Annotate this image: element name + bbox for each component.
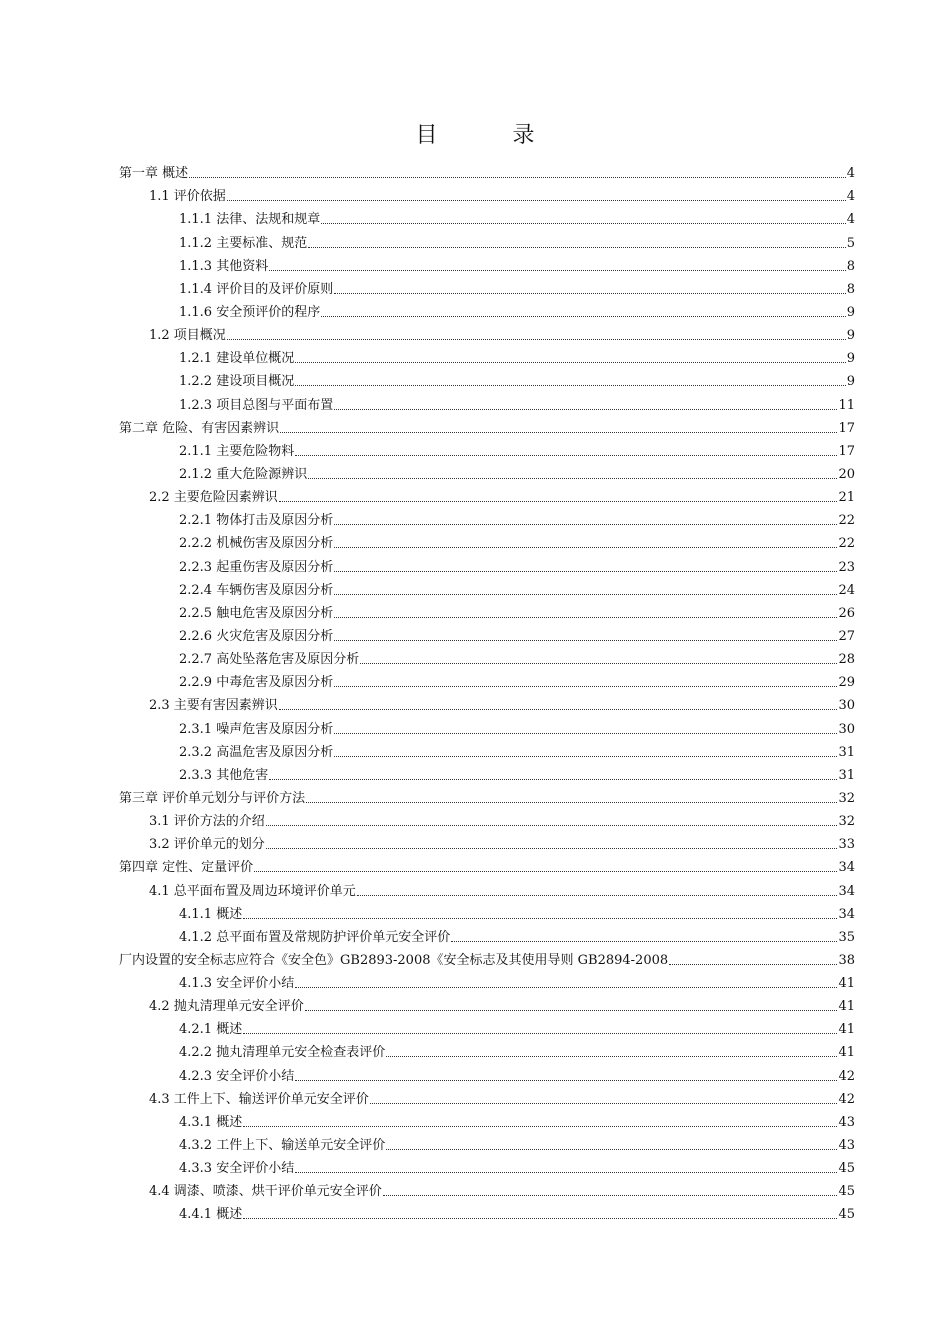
toc-entry-label: 1.1.1 法律、法规和规章 xyxy=(179,212,321,228)
toc-leader-dots xyxy=(295,362,846,363)
toc-leader-dots xyxy=(383,1195,838,1196)
toc-entry[interactable] xyxy=(119,1039,855,1062)
toc-entry-page: 22 xyxy=(838,536,855,552)
toc-entry-page: 4 xyxy=(846,166,855,182)
toc-entry[interactable] xyxy=(119,669,855,692)
toc-entry-page: 30 xyxy=(838,721,855,737)
toc-entry-label: 1.1.2 主要标准、规范 xyxy=(179,235,308,251)
toc-entry-label: 4.4 调漆、喷漆、烘干评价单元安全评价 xyxy=(149,1184,382,1200)
toc-entry[interactable] xyxy=(119,785,855,808)
toc-entry-page: 33 xyxy=(838,837,855,853)
toc-entry-label: 2.2.7 高处坠落危害及原因分析 xyxy=(179,652,360,668)
toc-leader-dots xyxy=(295,1172,837,1173)
toc-entry[interactable] xyxy=(119,345,855,368)
toc-entry[interactable] xyxy=(119,901,855,924)
toc-leader-dots xyxy=(334,571,837,572)
toc-entry-page: 38 xyxy=(838,952,855,968)
toc-entry[interactable] xyxy=(119,970,855,993)
toc-leader-dots xyxy=(243,1218,837,1219)
toc-entry[interactable] xyxy=(119,507,855,530)
toc-leader-dots xyxy=(357,895,838,896)
toc-entry-label: 第二章 危险、有害因素辨识 xyxy=(119,420,280,436)
toc-entry[interactable] xyxy=(119,1178,855,1201)
toc-entry[interactable] xyxy=(119,461,855,484)
toc-leader-dots xyxy=(370,1103,838,1104)
toc-entry[interactable] xyxy=(119,322,855,345)
toc-entry-label: 1.2.2 建设项目概况 xyxy=(179,374,295,390)
toc-entry[interactable] xyxy=(119,415,855,438)
toc-entry-label: 2.2.9 中毒危害及原因分析 xyxy=(179,675,334,691)
toc-leader-dots xyxy=(243,1033,837,1034)
toc-entry[interactable] xyxy=(119,924,855,947)
toc-entry[interactable] xyxy=(119,206,855,229)
toc-entry[interactable] xyxy=(119,1132,855,1155)
toc-leader-dots xyxy=(669,964,837,965)
toc-entry-label: 2.2.2 机械伤害及原因分析 xyxy=(179,536,334,552)
toc-entry-page: 22 xyxy=(838,513,855,529)
toc-entry-label: 2.2.3 起重伤害及原因分析 xyxy=(179,559,334,575)
toc-entry-label: 2.2.5 触电危害及原因分析 xyxy=(179,605,334,621)
toc-entry-page: 41 xyxy=(838,1022,855,1038)
toc-entry-page: 30 xyxy=(838,698,855,714)
toc-entry-page: 32 xyxy=(838,790,855,806)
toc-leader-dots xyxy=(266,848,838,849)
toc-leader-dots xyxy=(254,871,837,872)
toc-entry-page: 42 xyxy=(838,1091,855,1107)
toc-entry-page: 45 xyxy=(838,1184,855,1200)
toc-leader-dots xyxy=(308,247,846,248)
toc-entry[interactable] xyxy=(119,229,855,252)
toc-entry[interactable] xyxy=(119,947,855,970)
toc-entry[interactable] xyxy=(119,762,855,785)
toc-entry[interactable] xyxy=(119,484,855,507)
toc-entry-page: 31 xyxy=(838,744,855,760)
toc-entry-page: 17 xyxy=(838,420,855,436)
toc-entry-page: 9 xyxy=(846,304,855,320)
toc-entry-page: 17 xyxy=(838,443,855,459)
toc-entry[interactable] xyxy=(119,183,855,206)
toc-entry-label: 1.1.3 其他资料 xyxy=(179,258,269,274)
toc-entry-page: 24 xyxy=(838,582,855,598)
toc-entry-label: 1.1.6 安全预评价的程序 xyxy=(179,304,321,320)
toc-entry-label: 2.1.2 重大危险源辨识 xyxy=(179,466,308,482)
toc-leader-dots xyxy=(243,918,837,919)
toc-entry-page: 35 xyxy=(838,929,855,945)
toc-entry-label: 3.1 评价方法的介绍 xyxy=(149,814,265,830)
toc-entry-page: 42 xyxy=(838,1068,855,1084)
toc-entry-label: 第四章 定性、定量评价 xyxy=(119,860,254,876)
toc-entry-page: 45 xyxy=(838,1161,855,1177)
toc-entry-label: 4.2.2 抛丸清理单元安全检查表评价 xyxy=(179,1045,386,1061)
toc-entry-page: 43 xyxy=(838,1138,855,1154)
toc-entry[interactable] xyxy=(119,1109,855,1132)
toc-entry[interactable] xyxy=(119,299,855,322)
page-title: 目 录 xyxy=(415,123,569,148)
toc-leader-dots xyxy=(386,1149,837,1150)
toc-leader-dots xyxy=(295,385,846,386)
toc-entry-label: 4.2 抛丸清理单元安全评价 xyxy=(149,999,304,1015)
toc-entry[interactable] xyxy=(119,646,855,669)
toc-entry[interactable] xyxy=(119,577,855,600)
toc-entry-label: 4.3 工件上下、输送评价单元安全评价 xyxy=(149,1091,369,1107)
toc-leader-dots xyxy=(334,293,846,294)
toc-leader-dots xyxy=(451,941,837,942)
toc-entry[interactable] xyxy=(119,623,855,646)
toc-entry-page: 45 xyxy=(838,1207,855,1223)
toc-entry[interactable] xyxy=(119,808,855,831)
toc-entry-label: 2.2 主要危险因素辨识 xyxy=(149,490,278,506)
toc-entry-page: 4 xyxy=(846,212,855,228)
toc-entry-page: 9 xyxy=(846,351,855,367)
toc-leader-dots xyxy=(334,524,837,525)
toc-entry[interactable] xyxy=(119,600,855,623)
toc-leader-dots xyxy=(279,501,838,502)
toc-entry-label: 4.1.1 概述 xyxy=(179,906,243,922)
toc-entry[interactable] xyxy=(119,993,855,1016)
toc-leader-dots xyxy=(334,547,837,548)
toc-entry-page: 8 xyxy=(846,258,855,274)
toc-entry[interactable] xyxy=(119,276,855,299)
toc-entry-label: 厂内设置的安全标志应符合《安全色》GB2893-2008《安全标志及其使用导则 GB2894-2008 xyxy=(119,952,669,968)
table-of-contents xyxy=(119,160,855,1224)
toc-entry-label: 1.2.3 项目总图与平面布置 xyxy=(179,397,334,413)
toc-leader-dots xyxy=(334,756,837,757)
toc-entry-page: 41 xyxy=(838,1045,855,1061)
toc-leader-dots xyxy=(295,455,837,456)
toc-entry-label: 1.1.4 评价目的及评价原则 xyxy=(179,281,334,297)
toc-leader-dots xyxy=(243,1126,837,1127)
toc-entry-page: 9 xyxy=(846,374,855,390)
toc-entry-page: 41 xyxy=(838,976,855,992)
toc-entry-label: 4.1.3 安全评价小结 xyxy=(179,976,295,992)
toc-entry-page: 41 xyxy=(838,999,855,1015)
toc-entry[interactable] xyxy=(119,1016,855,1039)
toc-leader-dots xyxy=(334,640,837,641)
toc-entry-page: 34 xyxy=(838,906,855,922)
toc-entry[interactable] xyxy=(119,692,855,715)
toc-entry-label: 4.2.1 概述 xyxy=(179,1022,243,1038)
toc-entry-label: 2.1.1 主要危险物料 xyxy=(179,443,295,459)
toc-entry-page: 9 xyxy=(846,328,855,344)
toc-leader-dots xyxy=(386,1056,837,1057)
toc-leader-dots xyxy=(305,1010,838,1011)
toc-leader-dots xyxy=(334,686,837,687)
toc-entry[interactable] xyxy=(119,1062,855,1085)
toc-entry-page: 23 xyxy=(838,559,855,575)
toc-leader-dots xyxy=(334,594,837,595)
toc-entry-label: 2.2.6 火灾危害及原因分析 xyxy=(179,628,334,644)
toc-leader-dots xyxy=(295,987,837,988)
toc-leader-dots xyxy=(269,779,837,780)
toc-entry[interactable] xyxy=(119,854,855,877)
toc-entry[interactable] xyxy=(119,1086,855,1109)
toc-entry-label: 4.3.1 概述 xyxy=(179,1114,243,1130)
toc-entry-label: 第三章 评价单元划分与评价方法 xyxy=(119,790,306,806)
toc-entry-page: 29 xyxy=(838,675,855,691)
toc-leader-dots xyxy=(334,409,837,410)
toc-entry-label: 4.3.2 工件上下、输送单元安全评价 xyxy=(179,1138,386,1154)
toc-leader-dots xyxy=(269,270,846,271)
toc-leader-dots xyxy=(360,663,837,664)
toc-entry-label: 2.3.3 其他危害 xyxy=(179,767,269,783)
toc-leader-dots xyxy=(227,339,846,340)
toc-leader-dots xyxy=(280,432,837,433)
toc-entry-label: 2.2.4 车辆伤害及原因分析 xyxy=(179,582,334,598)
toc-leader-dots xyxy=(306,802,837,803)
toc-leader-dots xyxy=(321,316,846,317)
toc-entry-label: 2.3 主要有害因素辨识 xyxy=(149,698,278,714)
toc-leader-dots xyxy=(334,733,837,734)
toc-entry-page: 26 xyxy=(838,605,855,621)
toc-leader-dots xyxy=(266,825,838,826)
toc-entry[interactable] xyxy=(119,368,855,391)
toc-entry-label: 4.2.3 安全评价小结 xyxy=(179,1068,295,1084)
toc-entry-page: 34 xyxy=(838,883,855,899)
toc-entry-page: 27 xyxy=(838,628,855,644)
toc-leader-dots xyxy=(227,200,846,201)
toc-entry[interactable] xyxy=(119,715,855,738)
toc-entry-label: 4.1.2 总平面布置及常规防护评价单元安全评价 xyxy=(179,929,451,945)
toc-entry-page: 20 xyxy=(838,466,855,482)
toc-leader-dots xyxy=(308,478,837,479)
toc-entry-page: 31 xyxy=(838,767,855,783)
toc-entry-page: 43 xyxy=(838,1114,855,1130)
toc-entry[interactable] xyxy=(119,391,855,414)
toc-entry-label: 1.1 评价依据 xyxy=(149,189,226,205)
toc-entry[interactable] xyxy=(119,160,855,183)
toc-entry[interactable] xyxy=(119,553,855,576)
toc-entry-label: 第一章 概述 xyxy=(119,166,189,182)
toc-entry-page: 21 xyxy=(838,490,855,506)
toc-entry-label: 3.2 评价单元的划分 xyxy=(149,837,265,853)
toc-entry-label: 4.3.3 安全评价小结 xyxy=(179,1161,295,1177)
toc-entry-label: 2.3.2 高温危害及原因分析 xyxy=(179,744,334,760)
toc-entry-label: 4.4.1 概述 xyxy=(179,1207,243,1223)
toc-entry[interactable] xyxy=(119,739,855,762)
toc-entry-label: 2.3.1 噪声危害及原因分析 xyxy=(179,721,334,737)
toc-leader-dots xyxy=(321,223,846,224)
toc-entry[interactable] xyxy=(119,530,855,553)
toc-entry[interactable] xyxy=(119,1201,855,1224)
toc-entry-page: 34 xyxy=(838,860,855,876)
toc-leader-dots xyxy=(334,617,837,618)
toc-entry-page: 5 xyxy=(846,235,855,251)
toc-leader-dots xyxy=(279,709,838,710)
toc-entry-page: 28 xyxy=(838,652,855,668)
toc-entry-label: 1.2 项目概况 xyxy=(149,328,226,344)
toc-entry[interactable] xyxy=(119,831,855,854)
toc-entry-page: 8 xyxy=(846,281,855,297)
toc-leader-dots xyxy=(295,1080,837,1081)
toc-entry-page: 11 xyxy=(838,397,855,413)
toc-entry[interactable] xyxy=(119,253,855,276)
toc-entry-page: 32 xyxy=(838,814,855,830)
toc-entry-label: 2.2.1 物体打击及原因分析 xyxy=(179,513,334,529)
toc-leader-dots xyxy=(189,177,846,178)
toc-entry-label: 1.2.1 建设单位概况 xyxy=(179,351,295,367)
toc-entry[interactable] xyxy=(119,877,855,900)
toc-entry[interactable] xyxy=(119,438,855,461)
toc-entry[interactable] xyxy=(119,1155,855,1178)
toc-entry-label: 4.1 总平面布置及周边环境评价单元 xyxy=(149,883,356,899)
toc-entry-page: 4 xyxy=(846,189,855,205)
